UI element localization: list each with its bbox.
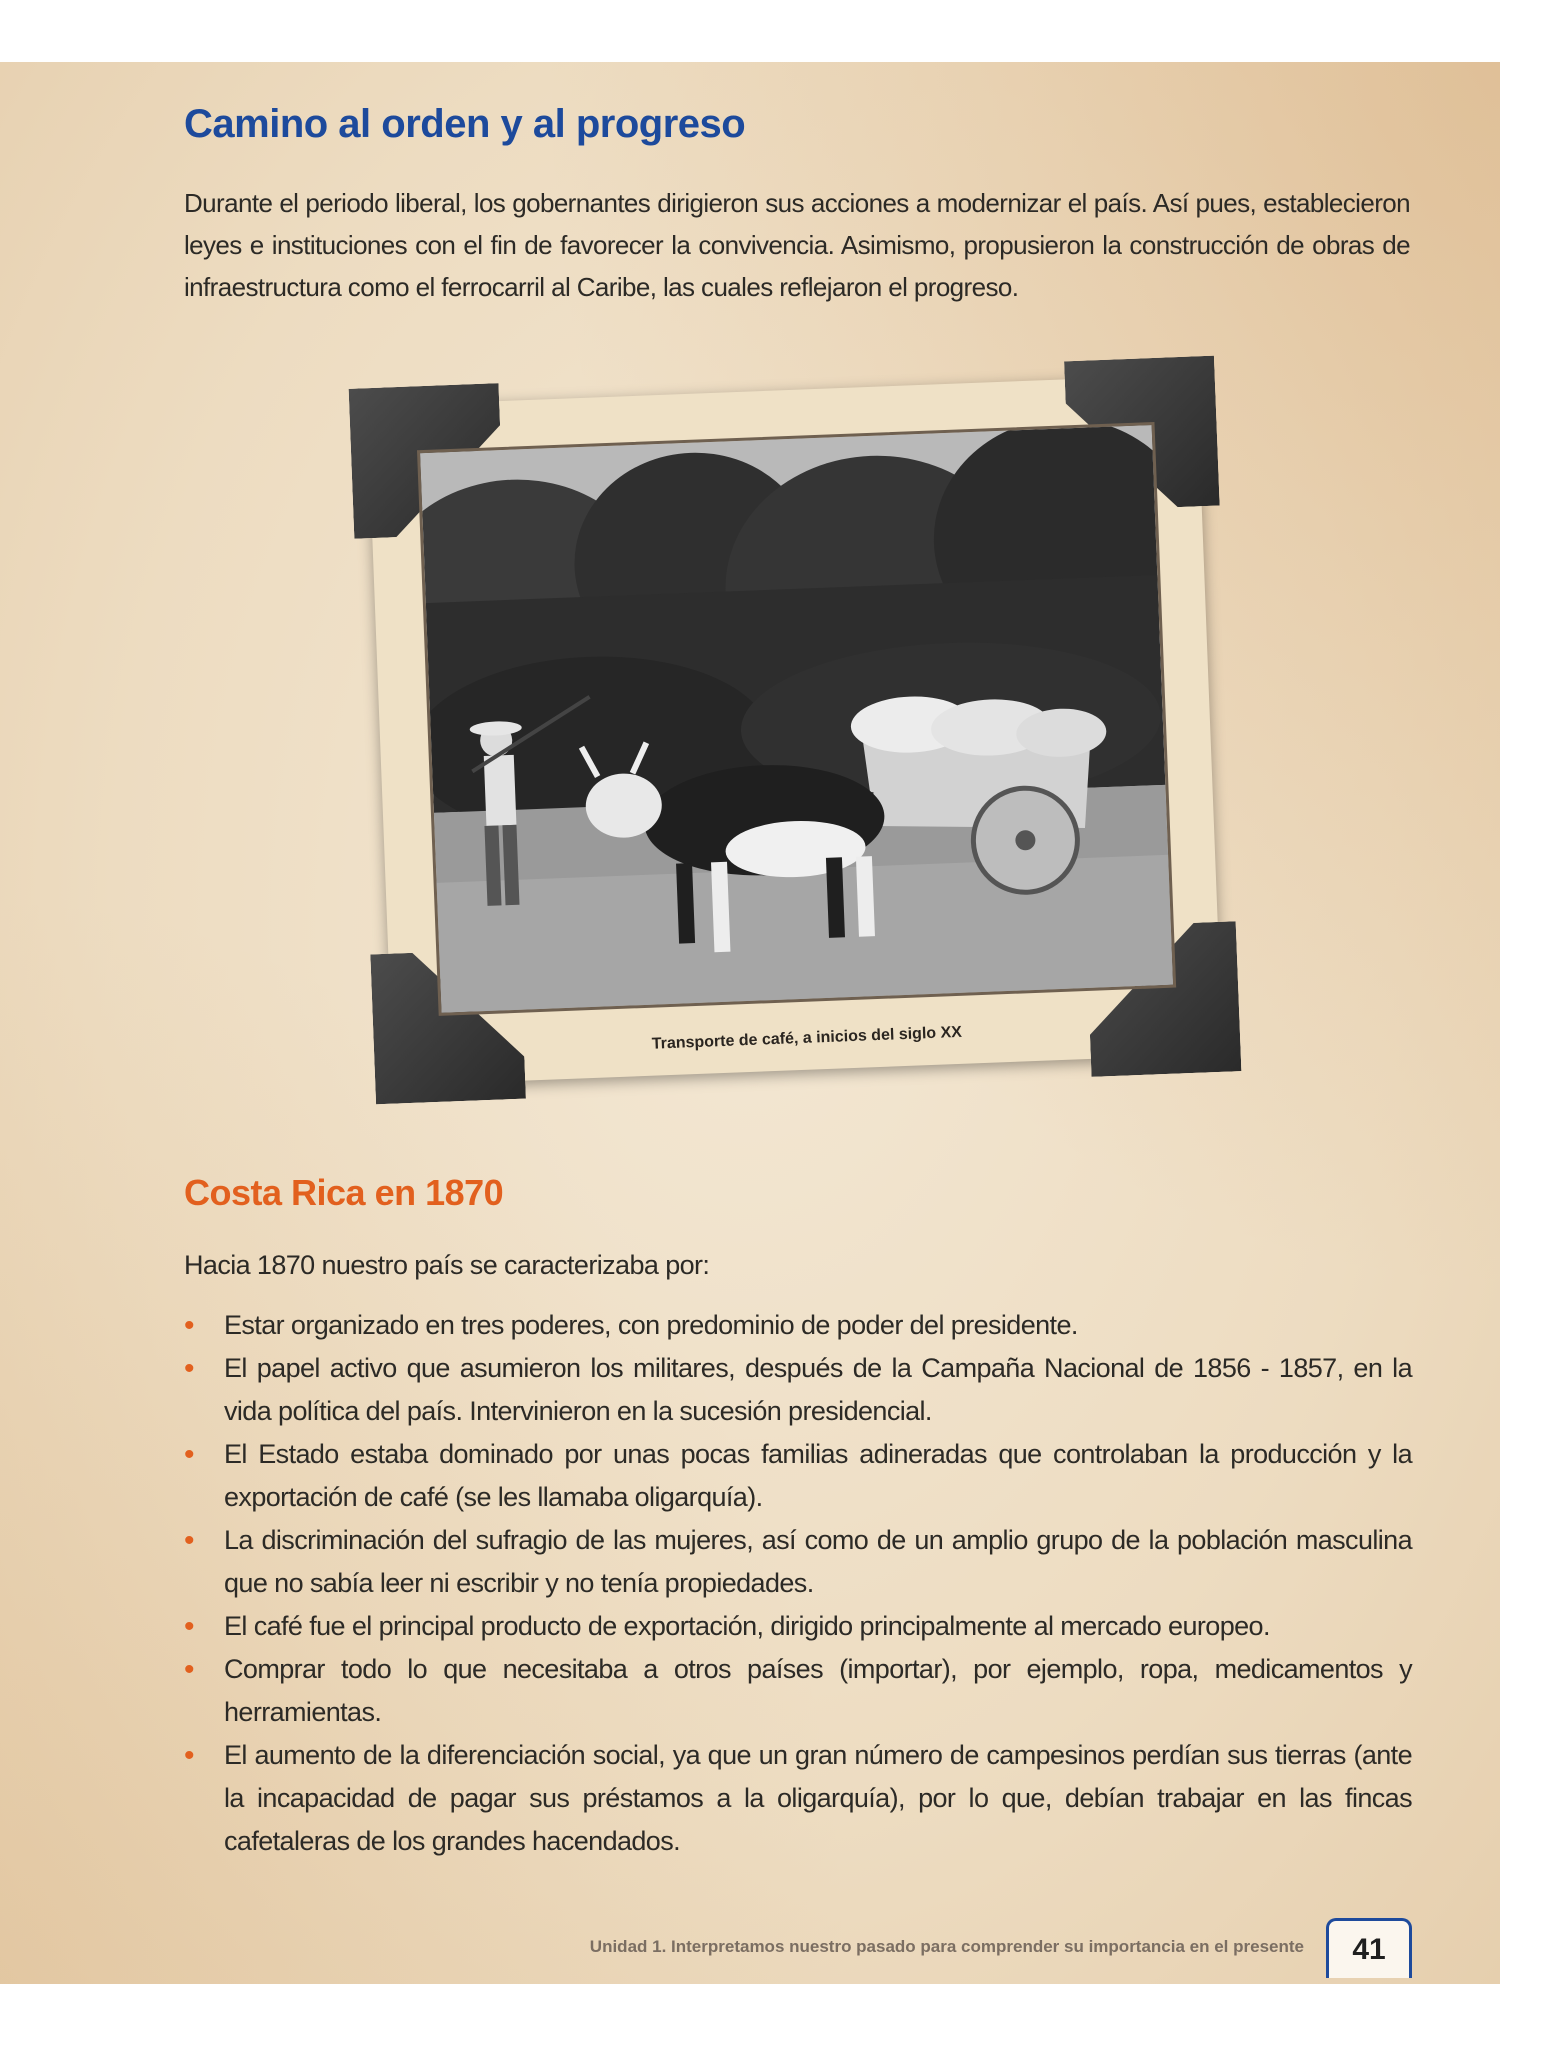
lead-sentence: Hacia 1870 nuestro país se caracterizaba por: [184, 1250, 710, 1280]
bullet-icon: • [184, 1739, 194, 1772]
subsection-title: Costa Rica en 1870 [184, 1172, 504, 1213]
list-item-text: Estar organizado en tres poderes, con predominio de poder del presidente. [224, 1310, 1078, 1340]
page-number: 41 [1326, 1918, 1412, 1978]
list-item [184, 1734, 1412, 1863]
list-item [184, 1433, 1412, 1519]
photo-caption: Transporte de café, a inicios del siglo XX [651, 1023, 963, 1053]
list-item-text: La discriminación del sufragio de las mujeres, así como de un amplio grupo de la población masculina que no sabía leer ni escribir y no tenía propiedades. [224, 1525, 1412, 1598]
list-item-text: El café fue el principal producto de exportación, dirigido principalmente al mercado europeo. [224, 1611, 1270, 1641]
textbook-page [0, 62, 1500, 1984]
ox-cart-illustration [420, 425, 1173, 1013]
unit-footer: Unidad 1. Interpretamos nuestro pasado para comprender su importancia en el presente [589, 1937, 1304, 1956]
list-item [184, 1347, 1412, 1433]
list-item [184, 1519, 1412, 1605]
list-item-text: Comprar todo lo que necesitaba a otros países (importar), por ejemplo, ropa, medicamentos y herramientas. [224, 1654, 1412, 1727]
bullet-icon: • [184, 1309, 194, 1342]
photo-frame [367, 374, 1222, 1085]
list-item [184, 1304, 1412, 1347]
bullet-icon: • [184, 1438, 194, 1471]
characteristics-list [184, 1304, 1412, 1863]
bullet-icon: • [184, 1524, 194, 1557]
list-item-text: El aumento de la diferenciación social, ya que un gran número de campesinos perdían sus tierras (ante la incapacidad de pagar sus préstamos a la oligarquía), por lo que, debían trabajar en las fincas cafetaleras de los grandes hacendados. [224, 1740, 1412, 1856]
bullet-icon: • [184, 1352, 194, 1385]
bullet-icon: • [184, 1610, 194, 1643]
list-item-text: El Estado estaba dominado por unas pocas familias adineradas que controlaban la producción y la exportación de café (se les llamaba oligarquía). [224, 1439, 1412, 1512]
list-item-text: El papel activo que asumieron los militares, después de la Campaña Nacional de 1856 - 1857, en la vida política del país. Intervinieron en la sucesión presidencial. [224, 1353, 1412, 1426]
historical-photo [417, 422, 1176, 1016]
bullet-icon: • [184, 1653, 194, 1686]
list-item [184, 1648, 1412, 1734]
intro-paragraph: Durante el periodo liberal, los gobernantes dirigieron sus acciones a modernizar el país. Así pues, establecieron leyes e instituciones con el fin de favorecer la convivencia. Asimismo, propusieron la construcción de obras de infraestructura como el ferrocarril al Caribe, las cuales reflejaron el progreso. [184, 188, 1410, 302]
section-title: Camino al orden y al progreso [184, 102, 746, 146]
list-item [184, 1605, 1412, 1648]
